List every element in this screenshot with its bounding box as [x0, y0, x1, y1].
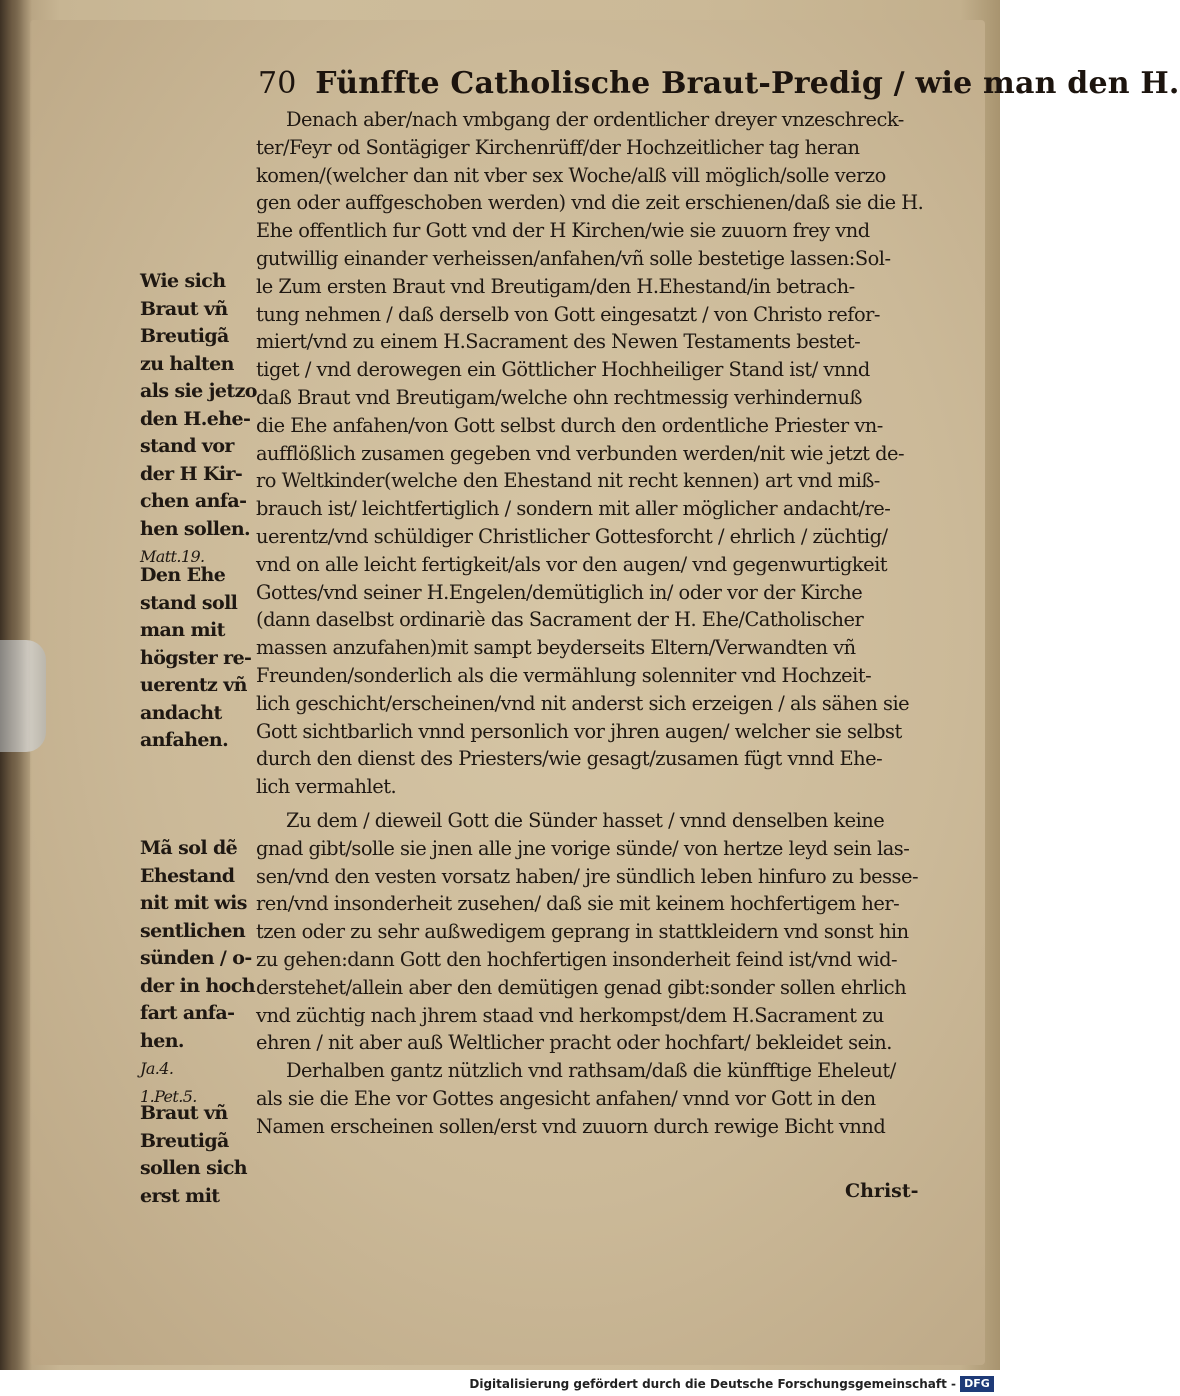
text-line: aufflößlich zusamen gegeben vnd verbunden werden/nit wie jetzt de-: [256, 441, 905, 465]
text-line: miert/vnd zu einem H.Sacrament des Newen Testaments bestet-: [256, 330, 861, 354]
text-line: Namen erscheinen sollen/erst vnd zuuorn durch rewige Bicht vnnd: [256, 1114, 886, 1138]
text-line: komen/(welcher dan nit vber sex Woche/alß vill möglich/solle verzo: [256, 163, 886, 187]
text-line: lich geschicht/erscheinen/vnd nit anderst sich erzeigen / als sähen sie: [256, 691, 910, 715]
text-line: (dann daselbst ordinariè das Sacrament der H. Ehe/Catholischer: [256, 608, 864, 632]
margin-note-line: der H Kir-: [140, 462, 243, 485]
catchword: Christ-: [845, 1180, 919, 1202]
margin-note-line: stand soll: [140, 591, 238, 614]
text-line: tung nehmen / daß derselb von Gott eingesatzt / von Christo refor-: [256, 302, 880, 326]
text-line: Derhalben gantz nützlich vnd rathsam/daß die künfftige Eheleut/: [286, 1059, 896, 1083]
text-line: massen anzufahen)mit sampt beyderseits Eltern/Verwandten vñ: [256, 636, 856, 660]
text-line: le Zum ersten Braut vnd Breutigam/den H.Ehestand/in betrach-: [256, 274, 855, 298]
margin-note-line: hen.: [140, 1029, 184, 1052]
text-line: ter/Feyr od Sontägiger Kirchenrüff/der Hochzeitlicher tag heran: [256, 135, 860, 159]
margin-note-line: högster re-: [140, 646, 252, 669]
margin-note-line: Breutigã: [140, 1129, 229, 1152]
text-line: vnd züchtig nach jhrem staad vnd herkompst/dem H.Sacrament zu: [256, 1003, 884, 1027]
text-line: ehren / nit aber auß Weltlicher pracht oder hochfart/ bekleidet sein.: [256, 1031, 892, 1055]
margin-note-line: Breutigã: [140, 325, 229, 347]
scripture-reference: Matt.19.: [140, 547, 205, 566]
margin-note-line: man mit: [140, 619, 225, 641]
margin-note-line: Wie sich: [140, 270, 226, 292]
text-line: uerentz/vnd schüldiger Christlicher Gottesforcht / ehrlich / züchtig/: [256, 524, 888, 548]
text-line: Ehe offentlich fur Gott vnd der H Kirchen/wie sie zuuorn frey vnd: [256, 219, 870, 243]
margin-note-line: als sie jetzo: [140, 380, 257, 402]
text-line: Gottes/vnd seiner H.Engelen/demütiglich in/ oder vor der Kirche: [256, 580, 863, 604]
margin-note-line: chen anfa-: [140, 490, 247, 512]
margin-note-line: Mã sol dẽ: [140, 837, 238, 859]
margin-note-1: [140, 268, 258, 571]
text-line: daß Braut vnd Breutigam/welche ohn rechtmessig verhindernuß: [256, 385, 862, 409]
margin-note-line: stand vor: [140, 435, 234, 457]
margin-note-line: Braut vñ: [140, 1102, 228, 1124]
text-line: tiget / vnd derowegen ein Göttlicher Hochheiliger Stand ist/ vnnd: [256, 358, 870, 382]
text-line: Freunden/sonderlich als die vermählung solenniter vnd Hochzeit-: [256, 663, 872, 687]
margin-note-line: den H.ehe-: [140, 407, 251, 430]
margin-note-line: Ehestand: [140, 864, 235, 887]
scripture-reference: 1.Pet.5.: [140, 1086, 197, 1106]
page-number: 70: [258, 66, 297, 101]
margin-note-3: [140, 835, 258, 1110]
text-line: Gott sichtbarlich vnnd personlich vor jhren augen/ welcher sie selbst: [256, 719, 902, 743]
dfg-logo: DFG: [960, 1376, 994, 1392]
text-line: gen oder auffgeschoben werden) vnd die zeit erschienen/daß sie die H.: [256, 191, 924, 215]
margin-note-4: [140, 1100, 258, 1210]
margin-note-line: fart anfa-: [140, 1002, 235, 1024]
text-line: tzen oder zu sehr außwedigem geprang in stattkleidern vnd sonst hin: [256, 920, 909, 944]
margin-note-line: zu halten: [140, 352, 234, 375]
text-line: brauch ist/ leichtfertiglich / sondern mit aller möglicher andacht/re-: [256, 497, 891, 521]
text-line: lich vermahlet.: [256, 775, 397, 799]
scripture-reference: Ja.4.: [140, 1059, 174, 1078]
margin-note-line: der in hoch: [140, 974, 255, 997]
footer-bar: [0, 1372, 1000, 1396]
margin-note-line: hen sollen.: [140, 517, 251, 540]
text-line: Zu dem / dieweil Gott die Sünder hasset / vnnd denselben keine: [286, 808, 885, 832]
margin-note-line: uerentz vñ: [140, 674, 247, 696]
margin-note-line: sollen sich: [140, 1157, 248, 1179]
text-line: gnad gibt/solle sie jnen alle jne vorige sünde/ von hertze leyd sein las-: [256, 836, 910, 860]
text-line: Denach aber/nach vmbgang der ordentlicher dreyer vnzeschreck-: [286, 108, 904, 131]
margin-note-line: anfahen.: [140, 729, 229, 751]
text-line: sen/vnd den vesten vorsatz haben/ jre sündlich leben hinfuro zu besse-: [256, 864, 919, 888]
text-line: als sie die Ehe vor Gottes angesicht anfahen/ vnnd vor Gott in den: [256, 1086, 876, 1110]
text-line: die Ehe anfahen/von Gott selbst durch den ordentliche Priester vn-: [256, 413, 883, 437]
text-line: derstehet/allein aber den demütigen genad gibt:sonder sollen ehrlich: [256, 975, 907, 999]
margin-note-line: erst mit: [140, 1184, 220, 1207]
margin-note-line: Den Ehe: [140, 564, 226, 586]
page-clip: [0, 640, 46, 752]
margin-note-line: andacht: [140, 701, 222, 724]
text-line: ren/vnd insonderheit zusehen/ daß sie mit keinem hochfertigem her-: [256, 892, 900, 916]
text-line: gutwillig einander verheissen/anfahen/vñ solle bestetige lassen:Sol-: [256, 246, 891, 270]
text-line: ro Weltkinder(welche den Ehestand nit recht kennen) art vnd miß-: [256, 469, 880, 493]
margin-note-line: nit mit wis: [140, 892, 247, 914]
text-line: durch den dienst des Priesters/wie gesagt/zusamen fügt vnnd Ehe-: [256, 747, 883, 771]
text-line: zu gehen:dann Gott den hochfertigen insonderheit feind ist/vnd wid-: [256, 947, 898, 971]
margin-note-2: [140, 562, 258, 755]
footer-text: Digitalisierung gefördert durch die Deutsche Forschungsgemeinschaft -: [469, 1377, 956, 1391]
margin-note-line: sünden / o-: [140, 947, 252, 969]
margin-note-line: sentlichen: [140, 919, 246, 942]
margin-note-line: Braut vñ: [140, 297, 228, 320]
running-head: [258, 66, 1180, 110]
main-text-block: [256, 106, 941, 1140]
running-title: Fünffte Catholische Braut-Predig / wie man den H.: [315, 66, 1180, 101]
text-line: vnd on alle leicht fertigkeit/als vor den augen/ vnd gegenwurtigkeit: [256, 552, 888, 576]
